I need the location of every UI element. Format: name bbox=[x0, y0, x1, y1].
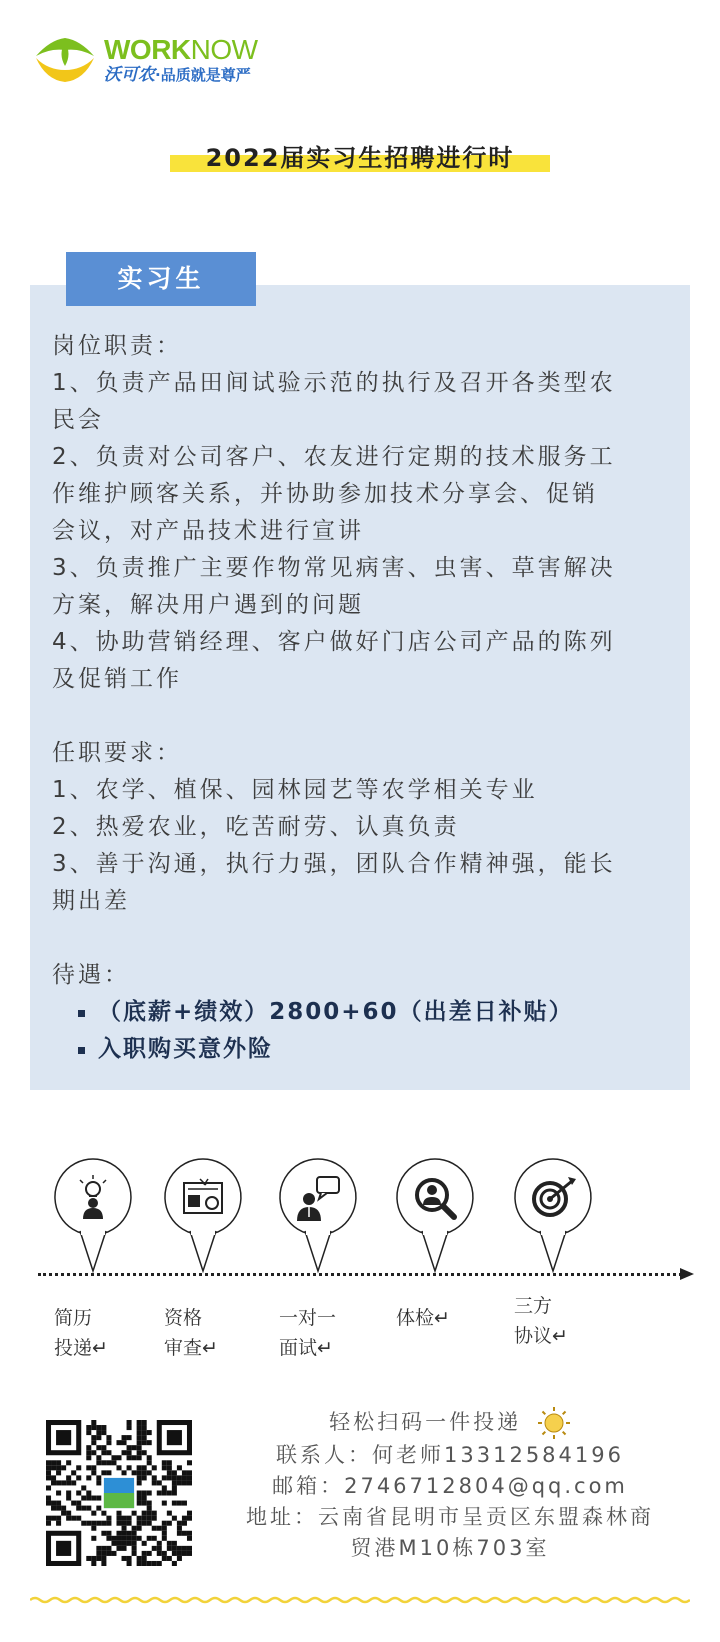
contact-email: 邮箱：2746712804@qq.com bbox=[272, 1474, 628, 1498]
recruitment-process bbox=[30, 1155, 690, 1359]
step-label: 简历 bbox=[54, 1307, 93, 1329]
requirement-line: 1、农学、植保、园林园艺等农学相关专业 bbox=[52, 777, 538, 803]
requirement-line: 2、热爱农业，吃苦耐劳、认真负责 bbox=[52, 814, 460, 840]
sun-icon bbox=[537, 1406, 571, 1440]
process-step-interview bbox=[275, 1155, 365, 1359]
duty-line: 民会 bbox=[52, 407, 104, 433]
benefit-item: 入职购买意外险 bbox=[52, 1031, 672, 1068]
benefits-heading: 待遇： bbox=[52, 962, 130, 988]
duty-line: 3、负责推广主要作物常见病害、虫害、草害解决 bbox=[52, 555, 616, 581]
step-label: 三方 bbox=[514, 1295, 553, 1317]
contact-info bbox=[230, 1405, 670, 1564]
benefit-item: （底薪+绩效）2800+60（出差日补贴） bbox=[52, 994, 672, 1031]
bottom-divider bbox=[30, 1595, 690, 1605]
duty-line: 4、协助营销经理、客户做好门店公司产品的陈列 bbox=[52, 629, 616, 655]
duty-line: 方案，解决用户遇到的问题 bbox=[52, 592, 364, 618]
timeline-arrow-icon bbox=[680, 1268, 694, 1280]
lightbulb-person-icon bbox=[50, 1155, 136, 1275]
step-label: 协议↵ bbox=[514, 1325, 568, 1347]
duty-line: 1、负责产品田间试验示范的执行及召开各类型农 bbox=[52, 370, 616, 396]
page-title-block bbox=[170, 134, 550, 176]
magnifier-person-icon bbox=[392, 1155, 478, 1275]
page-title: 2022届实习生招聘进行时 bbox=[205, 144, 515, 172]
leaf-logo-icon bbox=[32, 36, 98, 84]
contact-address: 地址：云南省昆明市呈贡区东盟森林商 bbox=[246, 1505, 654, 1529]
process-step-checkup bbox=[392, 1155, 482, 1329]
position-tag: 实习生 bbox=[66, 252, 256, 306]
process-step-review bbox=[160, 1155, 250, 1359]
bullet-square-icon bbox=[78, 1010, 85, 1017]
duties-heading: 岗位职责： bbox=[52, 333, 182, 359]
step-label: 资格 bbox=[164, 1307, 203, 1329]
step-label: 审查↵ bbox=[164, 1337, 218, 1359]
duty-line: 作维护顾客关系，并协助参加技术分享会、促销 bbox=[52, 481, 598, 507]
requirements-heading: 任职要求： bbox=[52, 740, 182, 766]
scan-line bbox=[230, 1405, 670, 1440]
scan-hint: 轻松扫码一件投递 bbox=[329, 1410, 522, 1434]
document-review-icon bbox=[160, 1155, 246, 1275]
qr-code[interactable] bbox=[46, 1420, 192, 1566]
duty-line: 会议，对产品技术进行宣讲 bbox=[52, 518, 364, 544]
step-label: 投递↵ bbox=[54, 1337, 108, 1359]
process-step-resume bbox=[50, 1155, 140, 1359]
benefits-list bbox=[52, 994, 672, 1068]
process-step-agreement bbox=[510, 1155, 600, 1347]
step-label: 一对一 bbox=[279, 1307, 337, 1329]
interview-chat-icon bbox=[275, 1155, 361, 1275]
requirement-line: 期出差 bbox=[52, 888, 130, 914]
duty-line: 及促销工作 bbox=[52, 666, 182, 692]
duty-line: 2、负责对公司客户、农友进行定期的技术服务工 bbox=[52, 444, 616, 470]
step-label: 体检↵ bbox=[396, 1307, 450, 1329]
requirement-line: 3、善于沟通，执行力强，团队合作精神强，能长 bbox=[52, 851, 616, 877]
job-content bbox=[52, 328, 672, 1068]
contact-person: 联系人：何老师13312584196 bbox=[276, 1443, 624, 1467]
company-logo bbox=[32, 34, 292, 90]
logo-wordmark: WORKNOW bbox=[104, 34, 258, 65]
logo-slogan: 沃可农·品质就是尊严 bbox=[104, 65, 251, 85]
bullet-square-icon bbox=[78, 1047, 85, 1054]
target-dart-icon bbox=[510, 1155, 596, 1275]
step-label: 面试↵ bbox=[279, 1337, 333, 1359]
contact-address: 贸港M10栋703室 bbox=[350, 1536, 550, 1560]
